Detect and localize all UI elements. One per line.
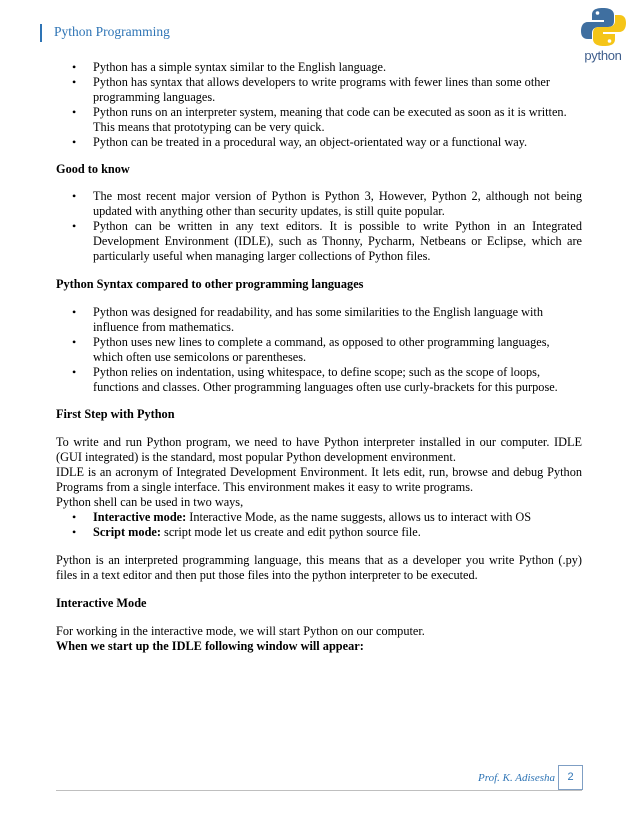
list-item: • Python was designed for readability, and has some similarities to the English language with influence from mathematics. — [93, 305, 582, 335]
list-item: • Python relies on indentation, using whitespace, to define scope; such as the scope of loops, functions and classes. Other programming languages often use curly-brackets for this purpose. — [93, 365, 582, 395]
intro-list — [56, 60, 582, 150]
python-logo-icon — [577, 5, 629, 67]
footer-author: Prof. K. Adisesha — [478, 772, 556, 784]
section-heading-syntax: Python Syntax compared to other programming languages — [56, 277, 364, 291]
list-item: • Python can be written in any text editors. It is possible to write Python in an Integrated Development Environment (IDLE), such as Thonny, Pycharm, Netbeans or Eclipse, which are particularly useful when managing larger collections of Python files. — [93, 219, 582, 264]
mode-text: script mode let us create and edit python source file. — [160, 525, 421, 539]
page-number: 2 — [558, 765, 583, 790]
list-item: • Python can be treated in a procedural way, an object-orientated way or a functional way. — [93, 135, 582, 150]
section-heading-good-to-know: Good to know — [56, 162, 130, 176]
page-header — [40, 22, 580, 44]
mode-label: Interactive mode: — [93, 510, 187, 524]
paragraph: Python is an interpreted programming language, this means that as a developer you write Python (.py) files in a text editor and then put those files into the python interpreter to be executed. — [56, 553, 582, 582]
paragraph: IDLE is an acronym of Integrated Development Environment. It lets edit, run, browse and debug Python Programs from a single interface. This environment makes it easy to write programs. — [56, 465, 582, 494]
paragraph: Python shell can be used in two ways, — [56, 495, 244, 509]
good-to-know-list — [56, 189, 582, 264]
syntax-list — [56, 305, 582, 395]
list-item: • Python runs on an interpreter system, meaning that code can be executed as soon as it is written. This means that prototyping can be very quick. — [93, 105, 582, 135]
paragraph-bold: When we start up the IDLE following window will appear: — [56, 639, 364, 653]
section-heading-first-step: First Step with Python — [56, 407, 175, 421]
list-item: • Python uses new lines to complete a command, as opposed to other programming languages, which often use semicolons or parentheses. — [93, 335, 582, 365]
python-snake-icon — [577, 5, 629, 49]
list-item — [93, 525, 582, 540]
header-accent-bar — [40, 24, 42, 42]
mode-label: Script mode: — [93, 525, 161, 539]
list-item — [93, 510, 582, 525]
mode-text: Interactive Mode, as the name suggests, allows us to interact with OS — [186, 510, 532, 524]
paragraph: For working in the interactive mode, we will start Python on our computer. — [56, 624, 425, 638]
list-item: • The most recent major version of Python is Python 3, However, Python 2, although not being updated with anything other than security updates, is still quite popular. — [93, 189, 582, 219]
section-heading-interactive-mode: Interactive Mode — [56, 596, 147, 610]
list-item: • Python has a simple syntax similar to the English language. — [93, 60, 582, 75]
paragraph: To write and run Python program, we need to have Python interpreter installed in our computer. IDLE (GUI integrated) is the standard, most popular Python development environment. — [56, 435, 582, 464]
header-title: Python Programming — [54, 24, 170, 39]
document-body — [56, 60, 582, 654]
modes-list — [56, 510, 582, 540]
list-item: • Python has syntax that allows developers to write programs with fewer lines than some other programming languages. — [93, 75, 582, 105]
logo-text: python — [584, 48, 622, 63]
footer-rule — [56, 790, 582, 791]
